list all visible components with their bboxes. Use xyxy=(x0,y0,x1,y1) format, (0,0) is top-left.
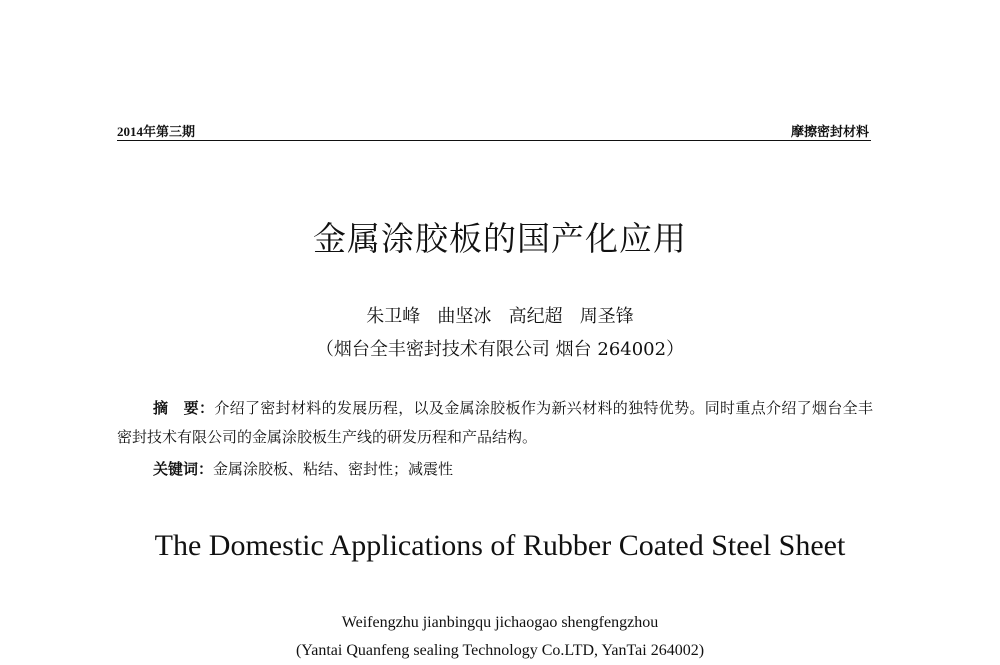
keywords-text: 金属涂胶板、粘结、密封性；减震性 xyxy=(213,460,454,478)
keywords xyxy=(153,458,453,479)
journal-name: 摩擦密封材料 xyxy=(790,125,869,140)
keywords-label: 关键词： xyxy=(153,460,214,478)
journal-issue: 2014年第三期 xyxy=(117,124,196,139)
abstract-text: 介绍了密封材料的发展历程，以及金属涂胶板作为新兴材料的独特优势。同时重点介绍了烟台全丰密封技术有限公司的金属涂胶板生产线的研发历程和产品结构。 xyxy=(117,399,873,446)
affiliation-en: (Yantai Quanfeng sealing Technology Co.LTD, YanTai 264002) xyxy=(295,642,705,659)
abstract xyxy=(117,394,873,452)
paper-title-cn: 金属涂胶板的国产化应用 xyxy=(313,219,687,258)
paper-title-en: The Domestic Applications of Rubber Coated Steel Sheet xyxy=(154,529,846,562)
authors-cn: 朱卫峰 曲坚冰 高纪超 周圣锋 xyxy=(366,306,634,327)
abstract-label: 摘 要： xyxy=(153,399,215,417)
affiliation-cn: （烟台全丰密封技术有限公司 烟台 264002） xyxy=(315,339,685,360)
header-divider xyxy=(117,140,871,141)
authors-en: Weifengzhu jianbingqu jichaogao shengfengzhou xyxy=(341,614,659,631)
